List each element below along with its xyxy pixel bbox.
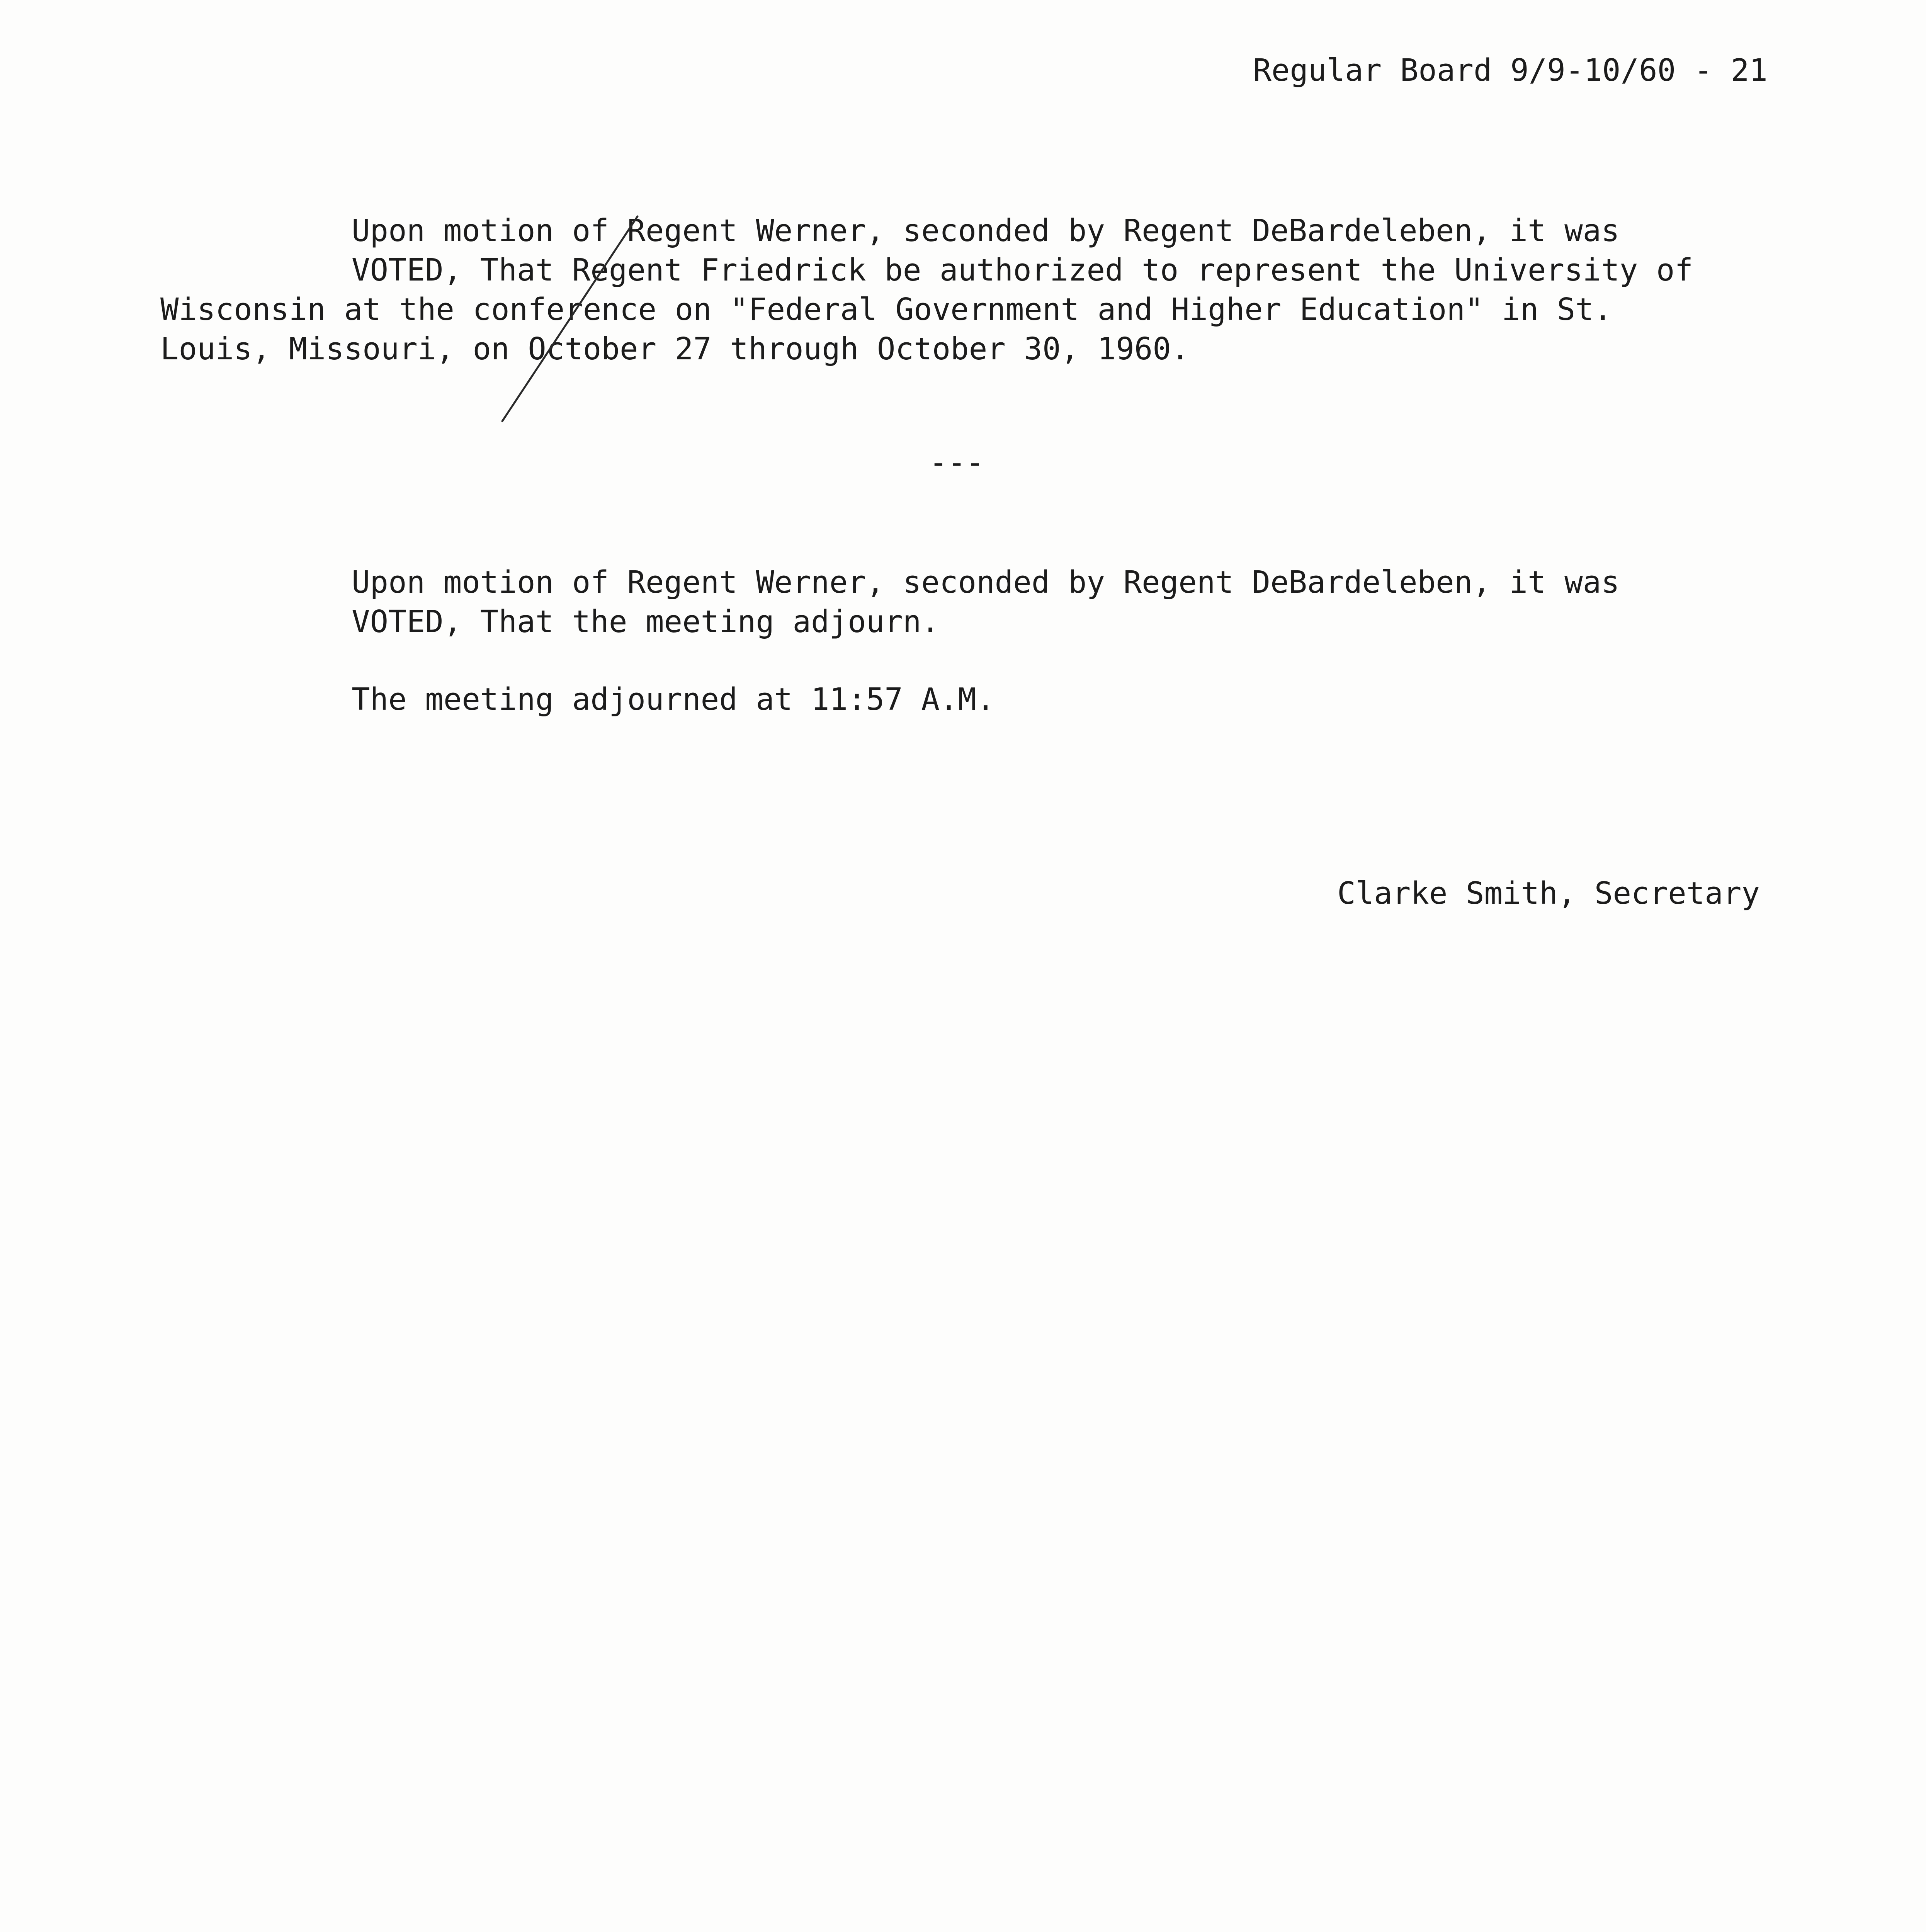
- motion-2-line: Upon motion of Regent Werner, seconded by Regent DeBardeleben, it was: [352, 565, 1620, 600]
- motion-1-line: VOTED, That Regent Friedrick be authorized to represent the University of: [352, 252, 1693, 288]
- motion-1-line: Upon motion of Regent Werner, seconded by Regent DeBardeleben, it was: [352, 213, 1620, 248]
- motion-2-line: VOTED, That the meeting adjourn.: [352, 604, 940, 639]
- section-separator: ---: [929, 445, 984, 480]
- secretary-signature: Clarke Smith, Secretary: [1337, 876, 1760, 911]
- adjournment-note: The meeting adjourned at 11:57 A.M.: [352, 682, 995, 717]
- motion-1-line: Louis, Missouri, on October 27 through October 30, 1960.: [160, 331, 1190, 367]
- motion-1-line: Wisconsin at the conference on "Federal Government and Higher Education" in St.: [160, 292, 1612, 327]
- page-header-reference: Regular Board 9/9-10/60 - 21: [1253, 53, 1768, 88]
